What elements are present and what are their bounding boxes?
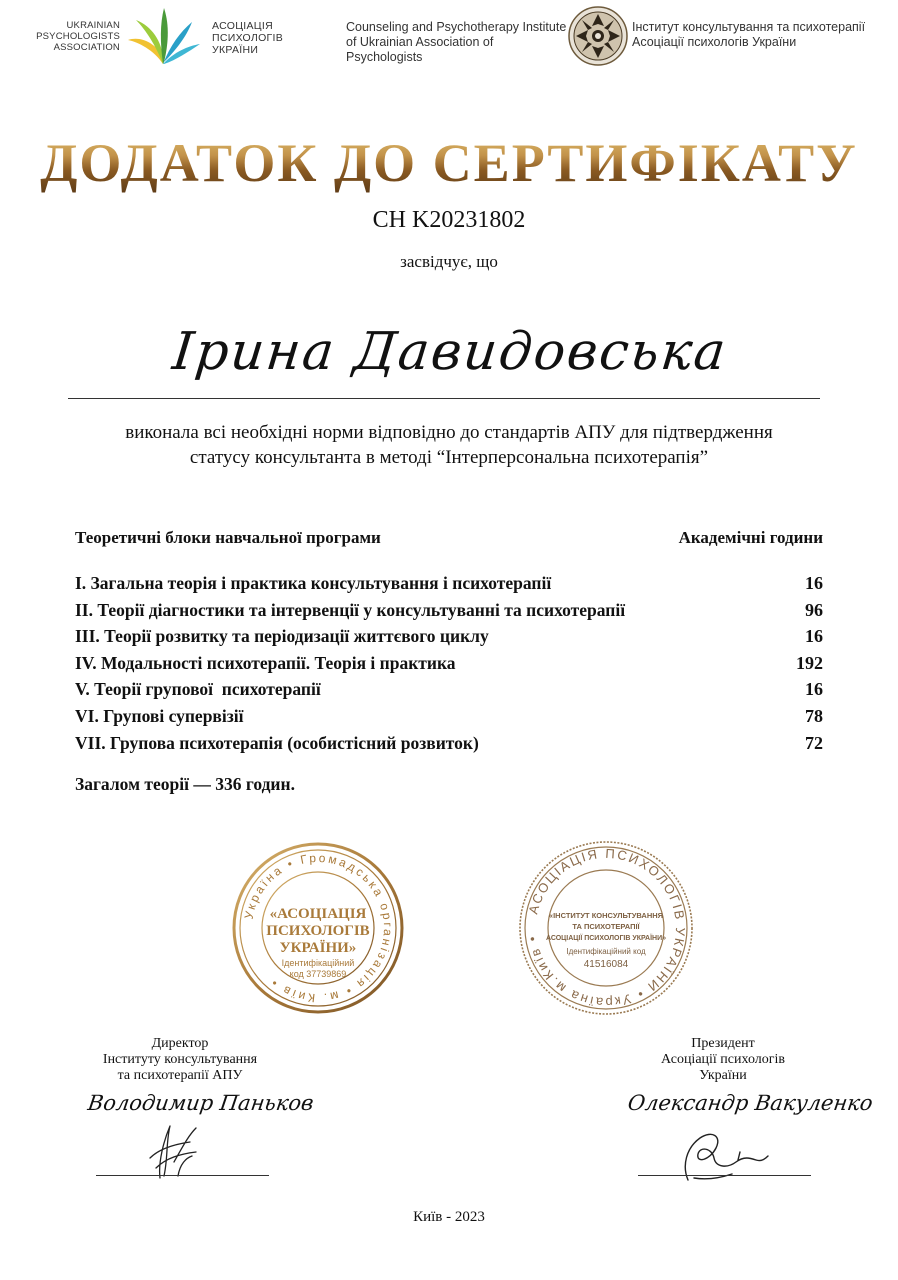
table-row xyxy=(75,600,823,627)
stamp-center-line: «ІНСТИТУТ КОНСУЛЬТУВАННЯ xyxy=(548,911,664,920)
stamp-id-code: код 37739869 xyxy=(289,969,347,979)
table-row xyxy=(75,573,823,600)
row-hours: 96 xyxy=(805,599,823,620)
stamp-id-code: 41516084 xyxy=(583,959,629,970)
institute-emblem-icon xyxy=(568,6,628,66)
program-blocks-table xyxy=(75,573,823,759)
signatory-right-name: Олександр Вакуленко xyxy=(626,1091,875,1115)
signatory-left-name: Володимир Паньков xyxy=(86,1091,316,1115)
upa-stamp xyxy=(232,842,404,1014)
table-header-hours: Академічні години xyxy=(678,528,823,547)
stamp-center-line: ПСИХОЛОГІВ xyxy=(266,923,370,939)
table-row xyxy=(75,706,823,733)
table-row xyxy=(75,653,823,680)
row-hours: 16 xyxy=(805,573,823,593)
institute-name-ua: Інститут консультування та психотерапії Асоціації психологів України xyxy=(632,20,866,49)
place-and-year: Київ - 2023 xyxy=(413,1209,485,1225)
stamp-id-label: Ідентифікаційний xyxy=(281,958,355,968)
signature-left-icon xyxy=(130,1118,210,1182)
stamp-center-line: «АСОЦІАЦІЯ xyxy=(269,906,367,922)
signatory-left-title: Директор Інституту консультування та психотерапії АПУ xyxy=(102,1036,258,1083)
signature-line-right xyxy=(638,1175,811,1176)
row-label: IV. Модальності психотерапії. Теорія і практика xyxy=(75,652,456,673)
recipient-name: Ірина Давидовська xyxy=(169,322,731,382)
upa-leaves-logo-icon xyxy=(124,6,202,68)
stamp-id-label: Ідентифікаційний код xyxy=(566,947,646,956)
row-label: II. Теорії діагностики та інтервенції у консультуванні та психотерапії xyxy=(75,599,626,620)
stamp-center-line: ТА ПСИХОТЕРАПІЇ xyxy=(572,922,640,931)
certificate-number: СН K20231802 xyxy=(372,207,526,233)
certificate-title: ДОДАТОК ДО СЕРТИФІКАТУ xyxy=(0,132,898,194)
name-underline xyxy=(68,398,820,399)
row-hours: 78 xyxy=(805,705,823,726)
row-hours: 72 xyxy=(805,732,823,753)
certifies-text: засвідчує, що xyxy=(400,252,498,271)
table-row xyxy=(75,626,823,653)
signature-line-left xyxy=(96,1175,269,1176)
row-label: III. Теорії розвитку та періодизації життєвого циклу xyxy=(75,626,489,647)
institute-name-en: Counseling and Psychotherapy Institute of Ukrainian Association of Psychologists xyxy=(346,20,567,64)
upa-logo-text-ua: АСОЦІАЦІЯ ПСИХОЛОГІВ УКРАЇНИ xyxy=(212,20,284,56)
stamp-ring-text: АСОЦІАЦІЯ ПСИХОЛОГІВ УКРАЇНИ • Україна м.Київ • xyxy=(524,845,689,1011)
row-label: VI. Групові супервізії xyxy=(75,705,244,726)
institute-stamp xyxy=(518,840,694,1016)
upa-logo-text-en: UKRAINIAN PSYCHOLOGISTS ASSOCIATION xyxy=(36,20,120,53)
stamp-ring-text: Україна • Громадська організація • м. Київ • xyxy=(241,850,396,1006)
row-hours: 192 xyxy=(796,652,823,673)
table-row xyxy=(75,733,823,760)
table-row xyxy=(75,679,823,706)
stamp-center-line: УКРАЇНИ» xyxy=(279,940,357,956)
total-hours: Загалом теорії — 336 годин. xyxy=(75,774,295,794)
row-label: VII. Групова психотерапія (особистісний розвиток) xyxy=(75,732,479,753)
stamp-center-line: АСОЦІАЦІЇ ПСИХОЛОГІВ УКРАЇНИ» xyxy=(545,935,667,942)
row-hours: 16 xyxy=(805,626,823,647)
certificate-statement: виконала всі необхідні норми відповідно до стандартів АПУ для підтвердження статусу консультанта в методі “Інтерперсональна психотерапія” xyxy=(125,422,773,468)
row-label: I. Загальна теорія і практика консультування і психотерапії xyxy=(75,573,552,593)
table-header-blocks: Теоретичні блоки навчальної програми xyxy=(75,528,381,547)
signatory-right-title: Президент Асоціації психологів України xyxy=(660,1036,786,1083)
row-label: V. Теорії групової психотерапії xyxy=(75,679,321,700)
row-hours: 16 xyxy=(805,679,823,700)
